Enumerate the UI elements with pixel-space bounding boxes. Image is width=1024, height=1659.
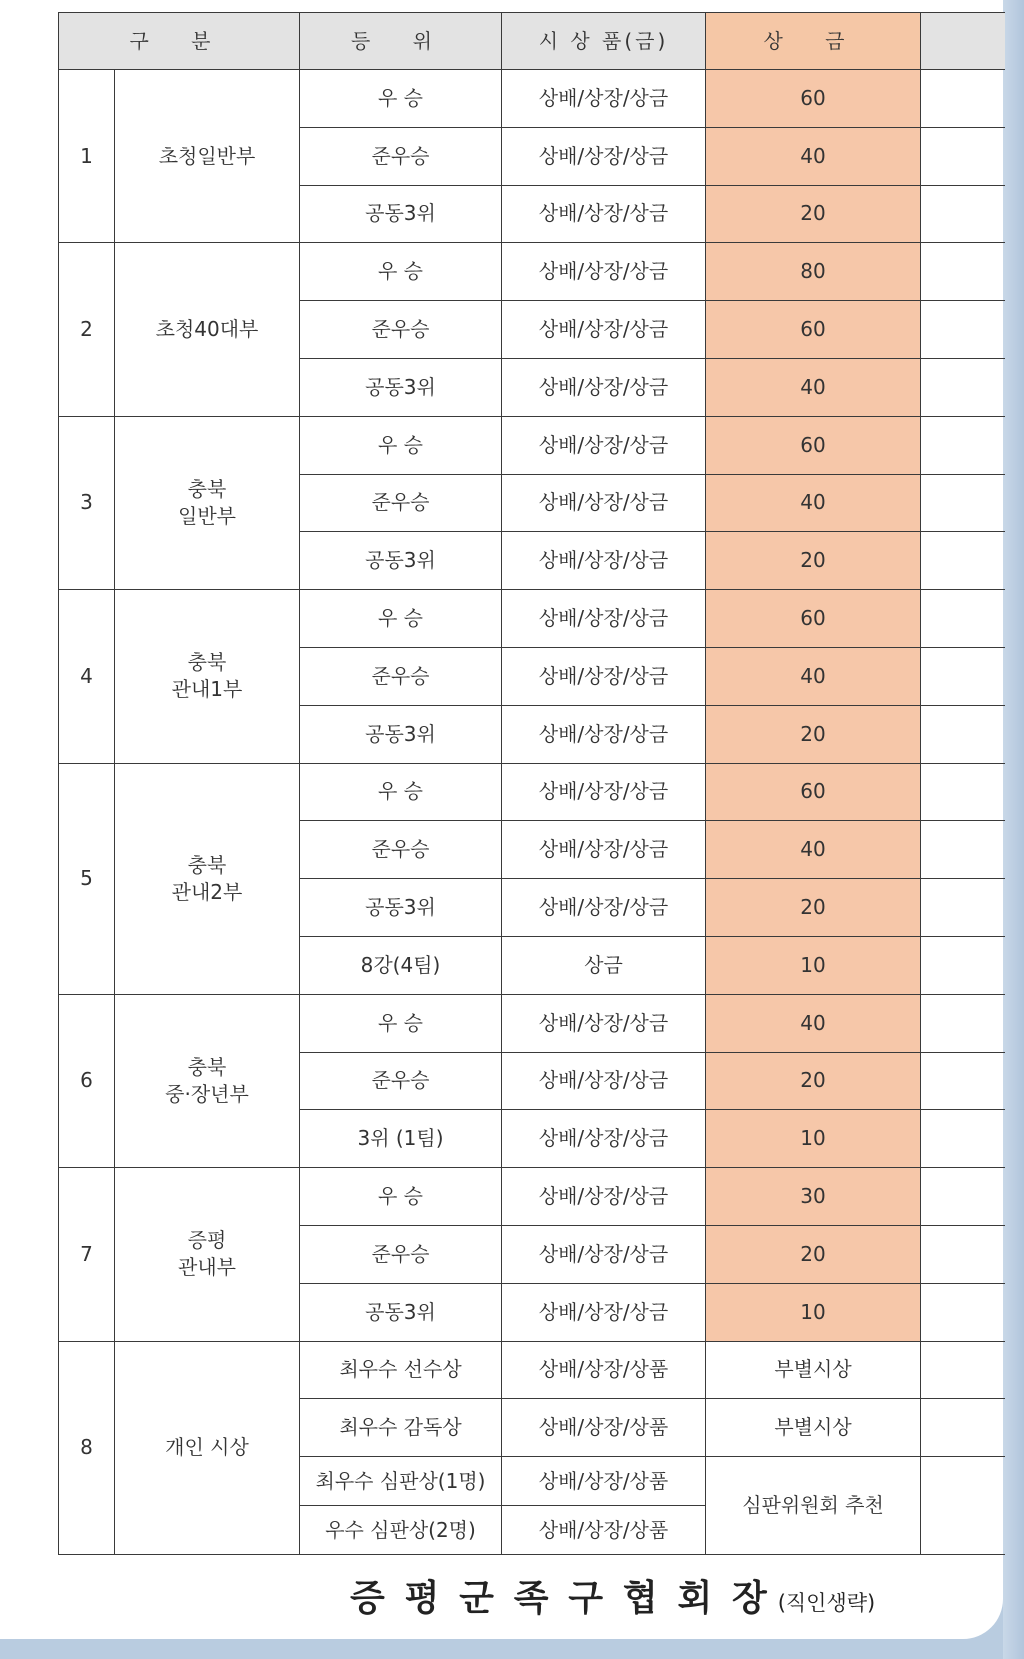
rank-cell: 공동3위 xyxy=(300,532,502,590)
rank-cell: 우 승 xyxy=(300,70,502,128)
blank-cell xyxy=(921,416,1005,474)
award-cell: 상배/상장/상품 xyxy=(502,1506,706,1555)
award-cell: 상배/상장/상품 xyxy=(502,1399,706,1457)
prize-cell: 20 xyxy=(706,1225,921,1283)
blank-cell xyxy=(921,705,1005,763)
award-cell: 상배/상장/상금 xyxy=(502,647,706,705)
table-row xyxy=(59,70,1005,128)
table-row xyxy=(59,1168,1005,1226)
table-row xyxy=(59,1341,1005,1399)
header-prize-label: 상 금 xyxy=(763,28,863,53)
prize-cell: 80 xyxy=(706,243,921,301)
rank-cell: 준우승 xyxy=(300,821,502,879)
group-name: 초청일반부 xyxy=(115,70,300,243)
blank-cell xyxy=(921,1225,1005,1283)
prize-cell: 10 xyxy=(706,936,921,994)
blank-cell xyxy=(921,185,1005,243)
prize-cell: 60 xyxy=(706,416,921,474)
rank-cell: 준우승 xyxy=(300,647,502,705)
rank-cell: 우 승 xyxy=(300,243,502,301)
award-cell: 상금 xyxy=(502,936,706,994)
header-rank xyxy=(300,13,502,70)
organizer-name: 증평군족구협회장 xyxy=(350,1578,787,1619)
rank-cell: 준우승 xyxy=(300,474,502,532)
prize-cell: 부별시상 xyxy=(706,1399,921,1457)
rank-cell: 최우수 선수상 xyxy=(300,1341,502,1399)
award-cell: 상배/상장/상금 xyxy=(502,358,706,416)
header-category xyxy=(59,13,300,70)
blank-cell xyxy=(921,1110,1005,1168)
header-blank xyxy=(921,13,1005,70)
award-cell: 상배/상장/상금 xyxy=(502,994,706,1052)
blank-cell xyxy=(921,821,1005,879)
award-cell: 상배/상장/상금 xyxy=(502,1168,706,1226)
table-header-row xyxy=(59,13,1005,70)
table-row xyxy=(59,416,1005,474)
group-number: 7 xyxy=(59,1168,115,1341)
award-cell: 상배/상장/상금 xyxy=(502,1225,706,1283)
prize-cell: 20 xyxy=(706,879,921,937)
prize-cell: 60 xyxy=(706,70,921,128)
award-cell: 상배/상장/상품 xyxy=(502,1457,706,1506)
group-number: 8 xyxy=(59,1341,115,1555)
rank-cell: 우 승 xyxy=(300,763,502,821)
blank-cell xyxy=(921,358,1005,416)
blank-cell xyxy=(921,936,1005,994)
group-name xyxy=(115,994,300,1167)
group-name xyxy=(115,416,300,589)
header-prize xyxy=(706,13,921,70)
prize-cell: 40 xyxy=(706,474,921,532)
blank-cell xyxy=(921,1052,1005,1110)
group-name: 초청40대부 xyxy=(115,243,300,416)
header-rank-label: 등 위 xyxy=(351,28,450,53)
group-name-line2: 관내부 xyxy=(178,1255,236,1280)
rank-cell: 우 승 xyxy=(300,590,502,648)
rank-cell: 준우승 xyxy=(300,1225,502,1283)
prize-cell: 20 xyxy=(706,532,921,590)
blank-cell xyxy=(921,1457,1005,1555)
blank-cell xyxy=(921,474,1005,532)
prize-cell: 부별시상 xyxy=(706,1341,921,1399)
group-name-line2: 일반부 xyxy=(178,503,236,528)
group-number: 3 xyxy=(59,416,115,589)
group-name-line2: 중·장년부 xyxy=(165,1081,249,1106)
award-cell: 상배/상장/상금 xyxy=(502,1283,706,1341)
rank-cell: 준우승 xyxy=(300,127,502,185)
rank-cell: 우 승 xyxy=(300,1168,502,1226)
blank-cell xyxy=(921,647,1005,705)
group-name-line1: 충북 xyxy=(187,476,227,501)
prize-table xyxy=(58,12,1005,1555)
award-cell: 상배/상장/상금 xyxy=(502,879,706,937)
blank-cell xyxy=(921,763,1005,821)
rank-cell: 공동3위 xyxy=(300,358,502,416)
group-name-line1: 충북 xyxy=(187,852,227,877)
group-number: 1 xyxy=(59,70,115,243)
blank-cell xyxy=(921,1399,1005,1457)
prize-cell: 40 xyxy=(706,127,921,185)
group-name-line1: 증평 xyxy=(187,1228,227,1253)
group-name-line1: 충북 xyxy=(187,650,227,675)
table-row xyxy=(59,994,1005,1052)
group-name-line1: 충북 xyxy=(187,1054,227,1079)
award-cell: 상배/상장/상품 xyxy=(502,1341,706,1399)
prize-cell: 20 xyxy=(706,185,921,243)
header-award xyxy=(502,13,706,70)
group-name: 개인 시상 xyxy=(115,1341,300,1555)
rank-cell: 준우승 xyxy=(300,1052,502,1110)
award-cell: 상배/상장/상금 xyxy=(502,127,706,185)
blank-cell xyxy=(921,879,1005,937)
blank-cell xyxy=(921,70,1005,128)
table-row xyxy=(59,243,1005,301)
rank-cell: 공동3위 xyxy=(300,705,502,763)
group-number: 5 xyxy=(59,763,115,994)
award-cell: 상배/상장/상금 xyxy=(502,1110,706,1168)
award-cell: 상배/상장/상금 xyxy=(502,301,706,359)
rank-cell: 공동3위 xyxy=(300,879,502,937)
group-name-line2: 관내1부 xyxy=(171,677,243,702)
seal-omitted-note: (직인생략) xyxy=(777,1591,876,1615)
award-cell: 상배/상장/상금 xyxy=(502,705,706,763)
group-name xyxy=(115,763,300,994)
group-number: 2 xyxy=(59,243,115,416)
header-award-label: 시 상 품(금) xyxy=(538,28,669,53)
rank-cell: 최우수 심판상(1명) xyxy=(300,1457,502,1506)
rank-cell: 우 승 xyxy=(300,416,502,474)
rank-cell: 최우수 감독상 xyxy=(300,1399,502,1457)
rank-cell: 3위 (1팀) xyxy=(300,1110,502,1168)
group-number: 4 xyxy=(59,590,115,763)
blank-cell xyxy=(921,994,1005,1052)
award-cell: 상배/상장/상금 xyxy=(502,185,706,243)
rank-cell: 우수 심판상(2명) xyxy=(300,1506,502,1555)
award-cell: 상배/상장/상금 xyxy=(502,70,706,128)
award-cell: 상배/상장/상금 xyxy=(502,1052,706,1110)
award-cell: 상배/상장/상금 xyxy=(502,474,706,532)
award-cell: 상배/상장/상금 xyxy=(502,532,706,590)
prize-cell: 40 xyxy=(706,821,921,879)
rank-cell: 공동3위 xyxy=(300,1283,502,1341)
page-edge xyxy=(1003,0,1024,1659)
blank-cell xyxy=(921,1341,1005,1399)
blank-cell xyxy=(921,243,1005,301)
blank-cell xyxy=(921,301,1005,359)
prize-cell: 10 xyxy=(706,1110,921,1168)
prize-cell: 10 xyxy=(706,1283,921,1341)
rank-cell: 준우승 xyxy=(300,301,502,359)
prize-cell: 40 xyxy=(706,358,921,416)
group-number: 6 xyxy=(59,994,115,1167)
signature-footer xyxy=(350,1570,875,1621)
award-cell: 상배/상장/상금 xyxy=(502,416,706,474)
blank-cell xyxy=(921,1283,1005,1341)
group-name xyxy=(115,590,300,763)
prize-cell: 40 xyxy=(706,994,921,1052)
group-name xyxy=(115,1168,300,1341)
award-cell: 상배/상장/상금 xyxy=(502,243,706,301)
table-row xyxy=(59,590,1005,648)
award-cell: 상배/상장/상금 xyxy=(502,763,706,821)
prize-cell: 60 xyxy=(706,301,921,359)
prize-cell: 심판위원회 추천 xyxy=(706,1457,921,1555)
blank-cell xyxy=(921,590,1005,648)
blank-cell xyxy=(921,1168,1005,1226)
table-row xyxy=(59,763,1005,821)
prize-cell: 60 xyxy=(706,590,921,648)
prize-cell: 40 xyxy=(706,647,921,705)
prize-cell: 20 xyxy=(706,1052,921,1110)
prize-cell: 60 xyxy=(706,763,921,821)
group-name-line2: 관내2부 xyxy=(171,879,243,904)
award-cell: 상배/상장/상금 xyxy=(502,821,706,879)
blank-cell xyxy=(921,532,1005,590)
header-category-label: 구 분 xyxy=(129,28,229,53)
rank-cell: 공동3위 xyxy=(300,185,502,243)
rank-cell: 8강(4팀) xyxy=(300,936,502,994)
rank-cell: 우 승 xyxy=(300,994,502,1052)
blank-cell xyxy=(921,127,1005,185)
award-cell: 상배/상장/상금 xyxy=(502,590,706,648)
prize-cell: 30 xyxy=(706,1168,921,1226)
prize-cell: 20 xyxy=(706,705,921,763)
